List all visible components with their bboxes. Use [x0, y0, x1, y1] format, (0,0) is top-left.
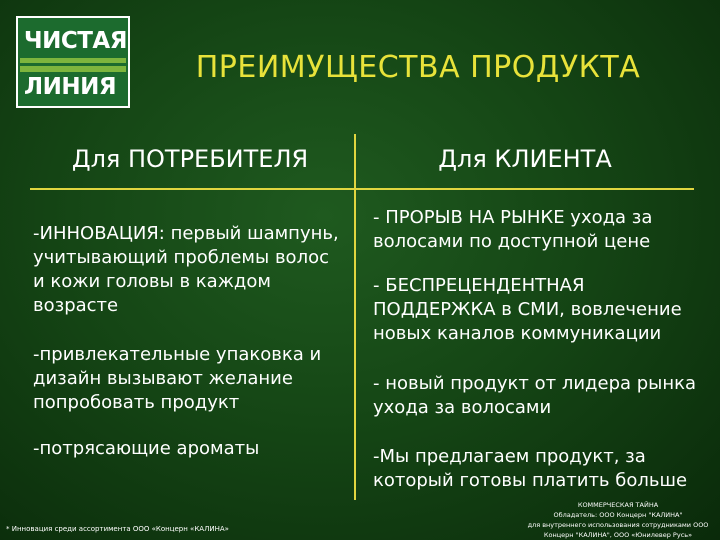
client-benefit-breakthrough: - ПРОРЫВ НА РЫНКЕ ухода за волосами по доступной цене: [373, 207, 653, 252]
logo-line-2: ЛИНИЯ: [24, 74, 117, 100]
client-column-header: Для КЛИЕНТА: [438, 145, 612, 173]
stamp-line-3: для внутреннего использования сотрудниками ООО: [527, 521, 709, 529]
consumer-benefit-innovation: -ИННОВАЦИЯ: первый шампунь, учитывающий проблемы волос и кожи головы в каждом возрасте: [33, 223, 339, 316]
stamp-line-1: КОММЕРЧЕСКАЯ ТАЙНА: [577, 501, 659, 509]
client-benefit-premium: -Мы предлагаем продукт, за который готовы платить больше: [373, 446, 688, 491]
consumer-column-header: Для ПОТРЕБИТЕЛЯ: [71, 145, 309, 173]
client-benefit-market-leader: - новый продукт от лидера рынка ухода за волосами: [373, 373, 697, 418]
header-divider: [30, 188, 694, 190]
logo-line-1: ЧИСТАЯ: [24, 28, 127, 54]
stamp-line-4: Концерн "КАЛИНА", ООО «Юнилевер Русь»: [543, 531, 693, 539]
footnote: * Инновация среди ассортимента ООО «Концерн «КАЛИНА»: [6, 525, 229, 533]
consumer-benefit-aromas: -потрясающие ароматы: [33, 438, 260, 459]
confidentiality-stamp: [520, 500, 716, 540]
brand-logo: [16, 16, 130, 108]
stamp-line-2: Обладатель: ООО Концерн "КАЛИНА": [553, 511, 683, 519]
consumer-benefit-packaging: -привлекательные упаковка и дизайн вызывают желание попробовать продукт: [33, 344, 322, 413]
client-benefit-media-support: - БЕСПРЕЦЕНДЕНТНАЯ ПОДДЕРЖКА в СМИ, вовлечение новых каналов коммуникации: [373, 275, 682, 344]
logo-stripe: [20, 58, 126, 72]
slide-title: ПРЕИМУЩЕСТВА ПРОДУКТА: [195, 50, 641, 85]
